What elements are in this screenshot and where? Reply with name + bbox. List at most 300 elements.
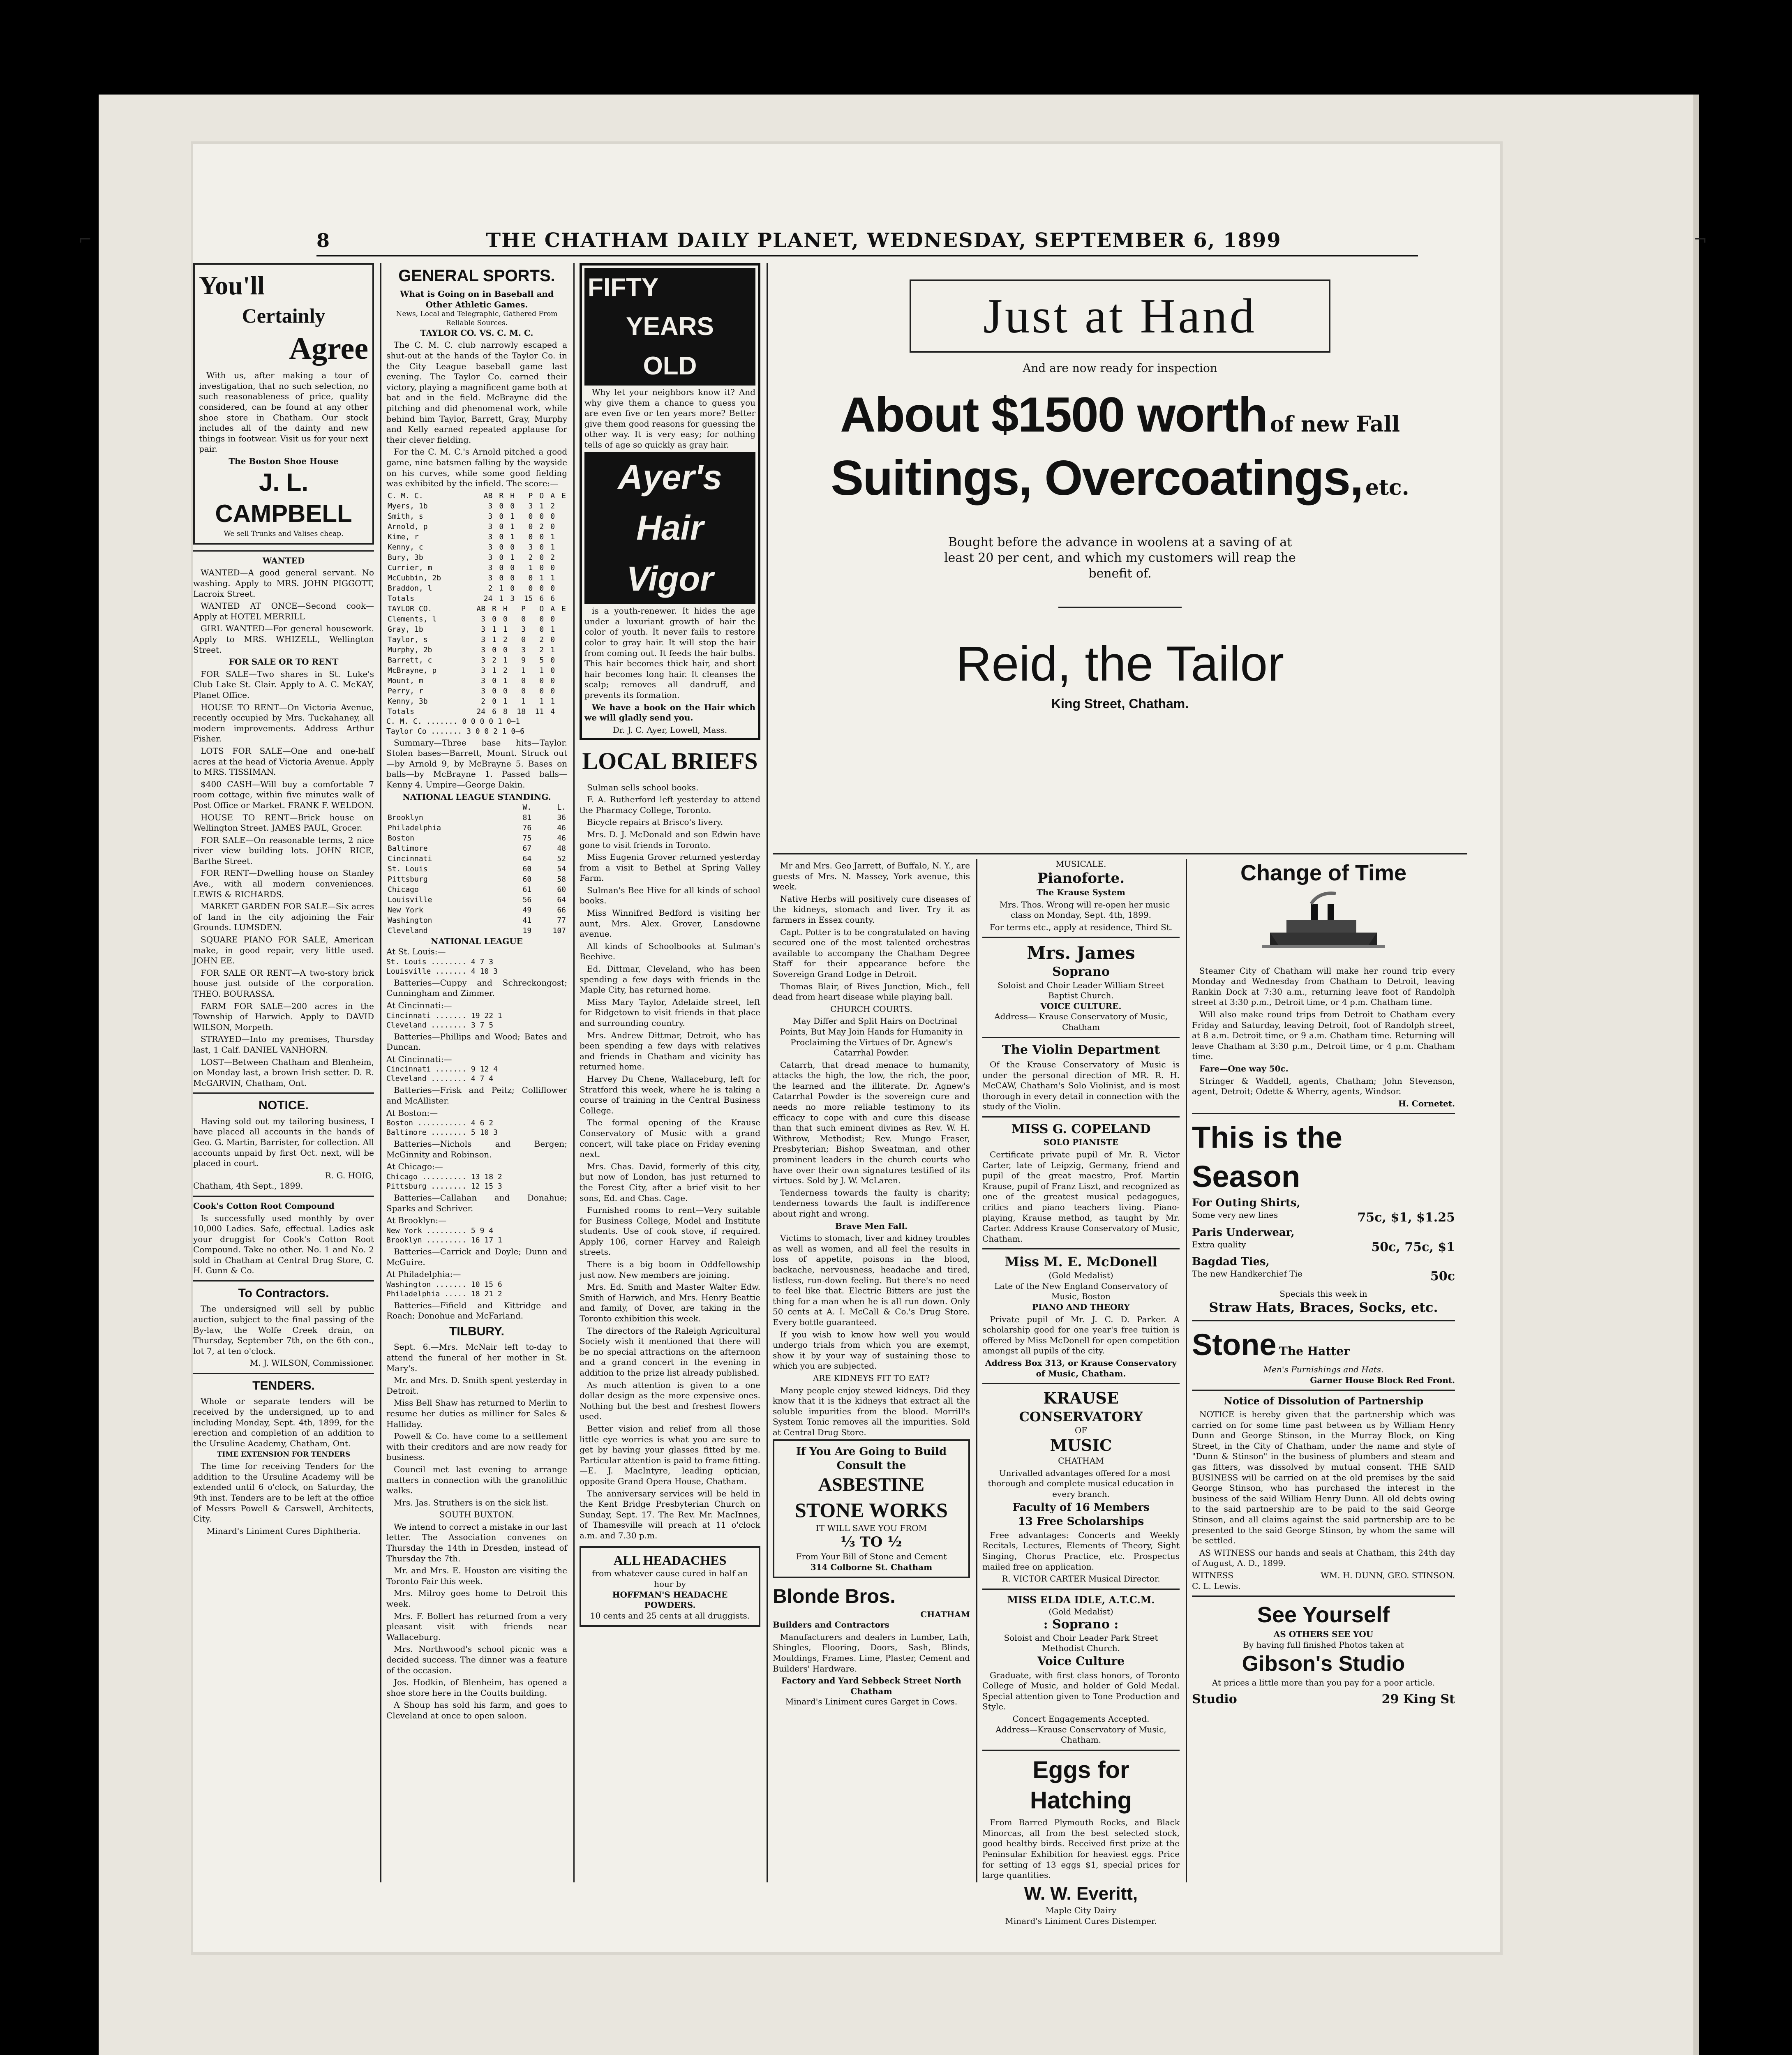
table-cell: 1 [499,594,504,603]
table-row [386,542,567,552]
merchant-name: STONE WORKS [795,1498,948,1522]
table-cell: 0 [492,615,496,624]
game-place: At Cincinnati:— [386,1000,452,1010]
minard-ad: Minard's Liniment Cures Distemper. [1005,1916,1157,1926]
table-cell: A [550,491,555,500]
ad-headline: See Yourself [1257,1602,1390,1628]
table-cell: 49 [522,906,532,915]
table-cell: 0 [510,563,515,572]
table-cell: 60 [522,865,532,874]
table-row [386,635,567,645]
table-cell: Clements, l [388,615,437,624]
conservatory-name: CONSERVATORY [1019,1408,1143,1425]
table-cell: 0 [499,574,504,583]
table-cell: A [550,605,555,614]
brief-item: F. A. Rutherford left yesterday to attend the Pharmacy College, Toronto. [580,794,760,815]
table-cell: 1 [550,697,555,706]
ad-headline: Consult the [836,1459,906,1472]
news-item: We intend to correct a mistake in our last letter. The Association convenes on Thursday the 14th in Dresden, instead of Thursday the 7th. [386,1522,567,1563]
cook-title: Cook's Cotton Root Compound [193,1201,335,1211]
game-line: Washington ....... 10 15 6 [386,1280,502,1289]
news-item: Council met last evening to arrange matters in connection with the granolithic walks. [386,1464,567,1496]
table-cell: 0 [492,687,496,696]
table-cell [556,511,567,522]
column-local [580,263,760,1882]
brief-item: There is a big boom in Oddfellowship just now. New members are joining. [580,1259,760,1280]
table-row [386,823,567,833]
table-cell: 0 [528,574,533,583]
table-cell: Murphy, 2b [388,646,432,655]
product-sub: Some very new lines [1192,1210,1278,1220]
table-cell: 1 [550,574,555,583]
table-cell: 0 [499,522,504,531]
table-cell: 0 [521,677,526,686]
merchant-name: ASBESTINE [818,1474,925,1495]
game-place: At Brooklyn:— [386,1215,447,1226]
wanted-heading: WANTED [262,555,305,566]
table-row [386,915,567,926]
table-row [386,573,567,583]
story-paragraph: The C. M. C. club narrowly escaped a shut-out at the hands of the Taylor Co. in the City League baseball game last evening. The Taylor Co. earned their victory, playing a magnificent game both at bat and in the field. McBrayne did the pitching and did phenomenal work, while behind him Taylor, Barrett, Gray, Murphy and Kelly earned repeated applause for their clever fielding. [386,340,567,445]
ad-address: Address— Krause Conservatory of Music, Chatham [994,1011,1168,1032]
table-row [386,813,567,823]
table-cell: Totals [388,707,415,716]
table-totals [386,707,567,717]
product-name: Hair [584,503,755,554]
game-result [386,947,567,999]
news-item: Sept. 6.—Mrs. McNair left to-day to attend the funeral of her mother in St. Mary's. [386,1342,567,1373]
table-cell: 18 [517,707,526,716]
performer-medal: (Gold Medalist) [1048,1606,1113,1616]
table-cell: 1 [550,646,555,655]
ad-fare: Fare—One way 50c. [1199,1064,1289,1074]
table-cell: 2 [503,666,508,675]
page-number: 8 [316,229,330,252]
conservatory-city: CHATHAM [1058,1455,1104,1466]
table-cell: 1 [492,635,496,644]
box-score-taylor [386,604,567,717]
sports-heading: GENERAL SPORTS. [398,267,555,285]
brief-item: Ed. Dittmar, Cleveland, who has been spending a few days with friends in the Maple City, has returned home. [580,964,760,995]
table-cell: 3 [488,574,493,583]
tilbury-heading: TILBURY. [449,1325,504,1338]
ad-subline: Faculty of 16 Members [1012,1501,1150,1514]
game-result [386,1108,567,1160]
table-cell: 0 [528,522,533,531]
league-heading: NATIONAL LEAGUE [431,936,523,946]
divider [1058,607,1182,608]
brief-item: The anniversary services will be held in the Kent Bridge Presbyterian Church on Sunday, Sept. 17. The Rev. Mr. MacInnes, of Thamesville will preach at 11 o'clock a.m. and 7.30 p.m. [580,1488,760,1540]
brief-item: Miss Mary Taylor, Adelaide street, left for Ridgetown to visit friends in that place and surrounding country. [580,997,760,1028]
ad-headline: ALL HEADACHES [613,1552,727,1568]
game-batteries: Batteries—Cuppy and Schreckongost; Cunningham and Zimmer. [386,977,567,998]
product-line: Bagdad Ties, [1192,1256,1270,1268]
table-cell: 4 [550,707,555,716]
column-sports [386,263,567,1882]
table-cell: 1 [550,532,555,541]
witness-label: WITNESS [1192,1570,1233,1580]
table-cell: 67 [522,844,532,853]
brave-heading: Brave Men Fall. [835,1221,908,1231]
table-cell: 0 [528,584,533,593]
performer-voice: : Soprano : [1043,1617,1119,1632]
table-cell: 19 [522,926,532,935]
table-cell: 58 [557,875,566,884]
table-cell: 1 [503,677,508,686]
ad-headline: If You Are Going to Build [796,1445,947,1458]
classified-item: HOUSE TO RENT—On Victoria Avenue, recently occupied by Mrs. Tuckahaney, all modern improvements. Address Arthur Fisher. [193,702,374,744]
performer-name: Miss M. E. McDonell [1005,1254,1157,1270]
registration-mark: ⌐ [78,230,92,249]
notice-body: Having sold out my tailoring business, I have placed all accounts in the hands of Geo. G. Martin, Barrister, for collection. All accounts unpaid by first Oct. next, will be placed in court. [193,1116,374,1168]
table-cell: Cleveland [388,926,428,935]
steamer-picture [1192,887,1455,964]
table-cell: 107 [552,926,566,935]
cook-body: Is successfully used monthly by over 10,000 Ladies. Safe, effectual. Ladies ask your druggist for Cook's Cotton Root Compound. Take no other. No. 1 and No. 2 sold in Chatham at Central Drug Store, C. H. Gunn & Co. [193,1213,374,1276]
divider [193,1280,374,1281]
ad-body: Soloist and Choir Leader Park Street Methodist Church. [1004,1632,1158,1653]
table-cell: 24 [483,594,493,603]
game-line: Cincinnati ....... 19 22 1 [386,1011,502,1020]
buxton-heading: SOUTH BUXTON. [439,1510,515,1520]
signers: WM. H. DUNN, GEO. STINSON. [1321,1570,1455,1580]
sports-dek: News, Local and Telegraphic, Gathered From Reliable Sources. [396,310,558,328]
product-name: Ayer's [584,452,755,503]
product-name: HOFFMAN'S HEADACHE POWDERS. [612,1589,728,1610]
ad-body: Will also make round trips from Detroit to Chatham every Friday and Saturday, leaving Detroit, foot of Randolph street, at 8 a.m. Detroit time, or 9 a.m. Chatham time. Returning will leave Chatham at 3:30 p.m., Detroit time, or 4 p.m. Chatham time. [1192,1009,1455,1062]
column-rule [767,263,768,1882]
table-cell: 0 [499,543,504,552]
table-cell [556,573,567,583]
minard-ad: Minard's Liniment Cures Diphtheria. [206,1526,361,1536]
table-cell: 46 [557,824,566,833]
ad-subline: 13 Free Scholarships [1018,1515,1144,1528]
table-cell [556,696,567,707]
table-cell: 3 [481,615,486,624]
game-place: At Cincinnati:— [386,1054,452,1064]
table-cell: 0 [499,532,504,541]
divider [1192,1596,1455,1597]
merchant-address: 29 King St [1381,1692,1455,1706]
game-batteries: Batteries—Fifield and Kittridge and Roach; Donohue and McFarland. [386,1300,567,1321]
divider [982,1037,1180,1038]
table-cell [556,665,567,676]
table-row [386,655,567,665]
table-cell: 64 [522,854,532,864]
table-row [386,833,567,843]
table-cell: 0 [492,646,496,655]
table-cell: Smith, s [388,512,423,521]
table-cell: 1 [492,625,496,634]
table-cell: R [492,605,496,614]
table-cell: Brooklyn [388,813,423,822]
masthead: THE CHATHAM DAILY PLANET, WEDNESDAY, SEPTEMBER 6, 1899 [486,229,1282,252]
table-cell: 0 [521,687,526,696]
table-cell: Arnold, p [388,522,428,531]
ad-headline: This is the [1192,1120,1342,1155]
table-cell: Washington [388,916,432,925]
table-cell: Kenny, 3b [388,697,428,706]
ad-body: Late of the New England Conservatory of Music, Boston [994,1281,1168,1302]
table-cell: R [499,491,504,500]
brief-item: Miss Eugenia Grover returned yesterday from a visit to Bethel at Spring Valley Farm. [580,852,760,883]
table-cell: 1 [499,584,504,593]
ad-subline: VOICE CULTURE. [1040,1001,1122,1011]
table-row [386,905,567,915]
ad-goods-tail: etc. [1365,475,1409,501]
table-cell: 2 [492,656,496,665]
table-cell: New York [388,906,423,915]
table-cell: 0 [521,615,526,624]
game-line: Chicago .......... 13 18 2 [386,1173,502,1182]
game-line: Cleveland ........ 4 7 4 [386,1074,494,1083]
brief-item: The directors of the Raleigh Agricultural Society wish it mentioned that there will be no special attractions on the afternoon and a grand concert in the evening in addition to the prize list already published. [580,1325,760,1378]
classified-item: WANTED—A good general servant. No washing. Apply to MRS. JOHN PIGGOTT, Lacroix Street. [193,568,374,599]
table-cell [556,676,567,686]
ad-headline: YEARS [584,307,755,346]
table-cell: 2 [550,501,555,510]
legal-body: AS WITNESS our hands and seals at Chatham, this 24th day of August, A. D., 1899. [1192,1547,1455,1568]
ad-headline: Agree [289,331,368,366]
dissolution-heading: Notice of Dissolution of Partnership [1223,1395,1424,1407]
table-cell: 1 [503,697,508,706]
blonde-ad [773,1584,970,1697]
table-cell: O [539,491,544,500]
news-item: Mrs. F. Bollert has returned from a very pleasant visit with friends near Wallaceburg. [386,1611,567,1642]
divider [193,550,374,552]
classified-item: MARKET GARDEN FOR SALE—Six acres of land in the city adjoining the Fair Grounds. LUMSDEN. [193,901,374,933]
violin-heading: The Violin Department [1002,1042,1160,1057]
table-cell [556,655,567,665]
brief-item: Sulman's Bee Hive for all kinds of school books. [580,885,760,906]
newspaper-page [193,144,1500,1952]
ad-amount-tail: of new Fall [1270,412,1400,437]
product-price: 50c, 75c, $1 [1371,1240,1455,1254]
news-item: If you wish to know how well you would undergo trials from which you are exempt, show it by your way of sustaining those to which you are subjected. [773,1329,970,1371]
table-cell: 3 [528,501,533,510]
classified-item: FOR SALE—Two shares in St. Luke's Club Lake St. Clair. Apply to A. C. McKAY, Planet Office. [193,669,374,700]
table-cell: 6 [550,594,555,603]
ad-body: With us, after making a tour of investigation, that no such selection, no such reasonableness of price, quality considered, can be found at any other shoe store in Chatham. Our stock includes all of the dainty and new things in footwear. Visit us for your next pair. [199,370,368,454]
brief-item: Mrs. Andrew Dittmar, Detroit, who has been spending a few days with relatives and friends in Chatham and vicinity has returned home. [580,1030,760,1072]
table-cell: 5 [539,656,544,665]
reid-tailor-ad [773,263,1467,851]
table-cell: 3 [481,625,486,634]
tenders-extension: TIME EXTENSION FOR TENDERS [217,1450,351,1459]
classified-item: LOST—Between Chatham and Blenheim, on Monday last, a brown Irish setter. D. R. McGARVIN, Chatham, Ont. [193,1057,374,1088]
table-header [386,802,567,813]
table-cell: Cincinnati [388,854,432,864]
table-cell: 6 [539,594,544,603]
ad-headline: OLD [584,346,755,386]
headache-ad [580,1546,760,1627]
table-cell: 66 [557,906,566,915]
news-item: Catarrh, that dread menace to humanity, attacks the high, the low, the rich, the poor, the learned and the illiterate. Dr. Agnew's Catarrhal Powder is the sovereign cure and needs no more reliable testimony to its efficacy to cope with and cure this disease than that such eminent divines as Rev. W. H. Withrow, Methodist; Rev. Mungo Fraser, Presbyterian; Bishop Sweatman, and other prominent leaders in the church courts who have over their own signatures testified of its virtues. Sold by J. W. McLaren. [773,1060,970,1186]
table-row [386,563,567,573]
ad-body: from whatever cause cured in half an hour by [592,1568,748,1589]
table-cell: Bury, 3b [388,553,423,562]
table-cell: 8 [503,707,508,716]
sports-subheading: What is Going on in Baseball and Other Athletic Games. [400,289,554,309]
merchant-address: Garner House Block Red Front. [1310,1375,1455,1385]
game-result [386,1269,567,1321]
ad-body: Unrivalled advantages offered for a most thorough and complete musical education in every branch. [988,1468,1174,1499]
table-row [386,676,567,686]
ad-body: Concert Engagements Accepted. [1012,1713,1150,1724]
table-cell: Kenny, c [388,543,423,552]
table-cell: 1 [550,543,555,552]
merchant-name-tail: The Hatter [1279,1344,1350,1358]
table-cell: Kime, r [388,532,419,541]
ad-subline: PIANO AND THEORY [1032,1302,1130,1312]
witness-name: C. L. Lewis. [1192,1581,1241,1591]
ad-address: Dr. J. C. Ayer, Lowell, Mass. [612,725,727,735]
news-item: Jos. Hodkin, of Blenheim, has opened a shoe store here in the Coutts building. [386,1677,567,1698]
table-header [386,604,567,614]
table-cell: 3 [521,625,526,634]
table-cell: 1 [510,512,515,521]
column-news [773,859,970,1882]
studio-label: Studio [1192,1692,1237,1706]
table-cell: 60 [557,885,566,894]
table-cell: 76 [522,824,532,833]
table-row [386,854,567,864]
ad-body: Steamer City of Chatham will make her round trip every Monday and Wednesday from Chatham to Detroit, leaving Rankin Dock at 7:30 a.m., returning leave foot of Randolph street at 3:30 p.m., Detroit time, or 4 p.m. Chatham time. [1192,965,1455,1007]
table-cell: 24 [476,707,486,716]
table-cell: 61 [522,885,532,894]
ad-body: Certificate private pupil of Mr. R. Victor Carter, late of Leipzig, Germany, friend and pupil of the great maestro, Prof. Martin Krause, pupil of Franz Liszt, and recognized as one of the greatest musical pedagogues, critics and piano teachers living. Piano-playing, Krause method, as taught by Mr. Carter. Address Krause Conservatory of Music, Chatham. [982,1149,1180,1244]
table-cell: 1 [550,625,555,634]
table-cell: 1 [510,522,515,531]
ad-body: is a youth-renewer. It hides the age under a luxuriant growth of hair the color of youth. It never fails to restore color to gray hair. It will stop the hair from coming out. It feeds the hair bulbs. This hair becomes thick hair, and short hair becomes long hair. It cleanses the scalp; removes all dandruff, and prevents its formation. [584,606,755,700]
table-cell: 6 [492,707,496,716]
divider [982,937,1180,938]
game-batteries: Batteries—Callahan and Donahue; Sparks and Schriver. [386,1193,567,1213]
brief-item: The formal opening of the Krause Conservatory of Music with a grand concert, will take place on Friday evening next. [580,1118,760,1159]
table-cell: 2 [503,635,508,644]
table-cell [556,686,567,696]
game-line: Pittsburg ........ 12 15 3 [386,1182,502,1191]
table-cell: McCubbin, 2b [388,574,441,583]
performer-voice: Soprano [1052,965,1110,979]
ad-body: Graduate, with first class honors, of Toronto College of Music, and holder of Gold Medal. Special attention given to Tone Production and Style. [982,1670,1180,1712]
ad-amount: About $1500 worth [840,387,1268,443]
news-item: Victims to stomach, liver and kidney troubles as well as women, and all feel the results in loss of appetite, poisons in the blood, backache, nervousness, headache and tired, listless, run-down feeling. But there's no need to feel like that. Electric Bitters are just the thing for a man when he is all run down. Only 50 cents at A. I. McCall & Co.'s Drug Store. Every bottle guaranteed. [773,1233,970,1327]
table-cell: Chicago [388,885,419,894]
ad-body: Of the Krause Conservatory of Music is under the personal direction of MR. R. H. McCAW, Chatham's Solo Violinist, and is most thorough in every detail in connection with the study of the Violin. [982,1059,1180,1112]
game-line: St. Louis ........ 4 7 3 [386,957,494,966]
game-batteries: Batteries—Carrick and Doyle; Dunn and McGuire. [386,1246,567,1267]
table-cell: 1 [539,574,544,583]
table-cell: 11 [535,707,544,716]
table-row [386,522,567,532]
table-row [386,624,567,635]
table-cell: 2 [539,522,544,531]
table-cell: 0 [503,687,508,696]
table-cell [556,593,567,604]
table-cell: Totals [388,594,415,603]
column-ads [1192,859,1455,1882]
table-cell: 3 [488,563,493,572]
ad-address: Address Box 313, or Krause Conservatory of Music, Chatham. [985,1358,1177,1378]
table-cell: Mount, m [388,677,423,686]
line-score: Taylor Co ....... 3 0 0 2 1 0—6 [386,727,524,736]
table-cell: 0 [528,532,533,541]
table-row [386,614,567,624]
news-item: Miss Bell Shaw has returned to Merlin to resume her duties as milliner for Sales & Halliday. [386,1398,567,1429]
ad-body: From Barred Plymouth Rocks, and Black Minorcas, all from the best selected stock, good healthy birds. Received first prize at the Peninsular Exhibition for heaviest eggs. Price for setting of 13 eggs $1, special prices for large quantities. [982,1817,1180,1880]
table-cell [556,645,567,655]
church-heading: CHURCH COURTS. [830,1004,912,1014]
game-result [386,1000,567,1053]
table-cell: 0 [539,553,544,562]
game-line: New York ......... 5 9 4 [386,1226,494,1235]
product-price: 50c [1430,1269,1455,1284]
table-cell: 0 [539,584,544,593]
table-cell: 0 [550,635,555,644]
section-rule [773,853,1467,854]
table-cell: 0 [539,615,544,624]
table-cell: 0 [510,543,515,552]
brief-item: Miss Winnifred Bedford is visiting her aunt, Mrs. Alex. Grover, Lansdowne avenue. [580,908,760,939]
tenders-heading: TENDERS. [252,1379,315,1393]
table-row [386,501,567,511]
table-cell: 75 [522,834,532,843]
table-cell: 1 [503,625,508,634]
table-cell: 0 [503,646,508,655]
news-item: Tenderness towards the faulty is charity; tenderness towards the fault is indifference about right and wrong. [773,1187,970,1219]
table-cell: 3 [481,635,486,644]
performer-name: MISS ELDA IDLE, A.T.C.M. [1007,1593,1155,1606]
game-batteries: Batteries—Nichols and Bergen; McGinnity and Robinson. [386,1139,567,1159]
table-cell [556,563,567,573]
performer-medal: (Gold Medalist) [1048,1270,1113,1281]
table-cell: Barrett, c [388,656,432,665]
game-place: At Philadelphia:— [386,1269,461,1279]
game-line: Cincinnati ....... 9 12 4 [386,1065,498,1074]
merchant-name: Stone [1192,1328,1277,1362]
ad-headline: FIFTY [584,268,755,307]
game-result [386,1215,567,1268]
classified-item: GIRL WANTED—For general housework. Apply to MRS. WHIZELL, Wellington Street. [193,623,374,655]
product-sub: The new Handkerchief Tie [1192,1269,1302,1279]
brief-item: Harvey Du Chene, Wallaceburg, left for Stratford this week, where he is taking a course of training in the Central Business College. [580,1074,760,1115]
table-cell: Myers, 1b [388,501,428,510]
table-cell: 3 [488,501,493,510]
for-sale-heading: FOR SALE OR TO RENT [229,657,339,667]
table-cell: Philadelphia [388,824,441,833]
divider [982,1589,1180,1590]
ad-body: Private pupil of Mr. J. C. D. Parker. A scholarship good for one year's free tuition is offered by Miss McDonell for open competition amongst all pupils of the city. [982,1314,1180,1356]
table-cell: 0 [499,501,504,510]
pianoforte-heading: Pianoforte. [1037,870,1125,887]
table-row [386,583,567,593]
table-cell: 9 [521,656,526,665]
table-cell [556,583,567,593]
table-cell: 41 [522,916,532,925]
column-rule [1186,859,1187,1882]
classified-item: FOR SALE—On reasonable terms, 2 nice river view building lots. JOHN RICE, Barthe Street. [193,835,374,866]
table-cell: 3 [488,543,493,552]
ad-body: Soloist and Choir Leader William Street Baptist Church. [998,980,1164,1001]
table-cell: Baltimore [388,844,428,853]
ad-headline: Change of Time [1240,861,1407,885]
asbestine-ad [773,1439,970,1578]
game-result [386,1161,567,1214]
merchant-city: CHATHAM [920,1609,970,1619]
table-cell: Perry, r [388,687,423,696]
merchant-address: King Street, Chatham. [1051,696,1189,711]
